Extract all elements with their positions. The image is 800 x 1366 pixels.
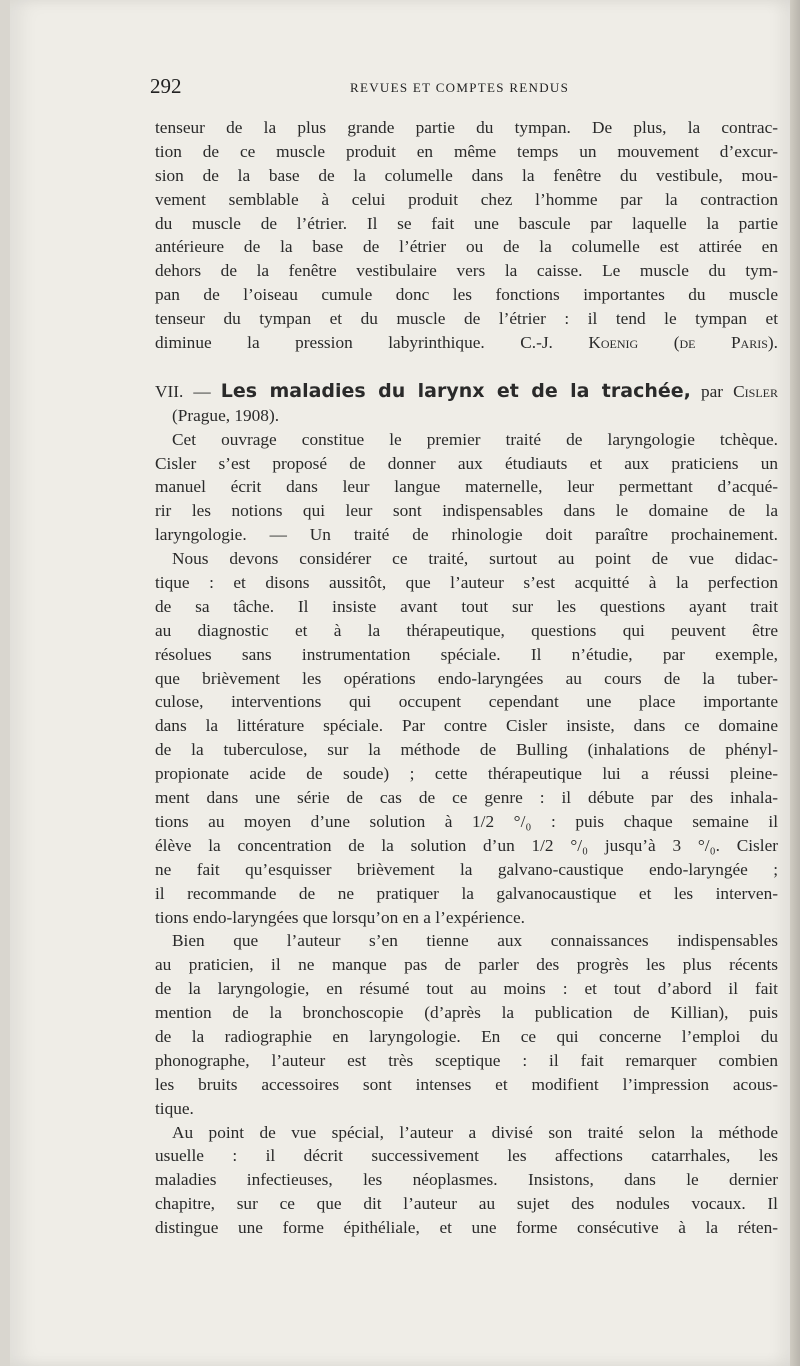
section-author: Cisler (733, 381, 778, 401)
text-line: tique : et disons aussitôt, que l’auteur s’est acquitté à la perfection (155, 573, 778, 593)
text-line: résolues sans instrumentation spéciale. Il n’étudie, par exemple, (155, 644, 778, 664)
text-line: de la laryngologie, en résumé tout au moins : et tout d’abord il fait (155, 979, 778, 999)
text-line: Cet ouvrage constitue le premier traité de laryngologie tchèque. (172, 429, 778, 449)
text-line: de sa tâche. Il insiste avant tout sur les questions ayant trait (155, 596, 778, 616)
text-line-with-signature (155, 331, 778, 355)
text-line: pan de l’oiseau cumule donc les fonctions importantes du muscle (155, 285, 778, 305)
section-gap (155, 355, 778, 380)
text-line: du muscle de l’étrier. Il se fait une bascule par laquelle la partie (155, 213, 778, 233)
text-line: mention de la bronchoscopie (d’après la publication de Killian), puis (155, 1003, 778, 1023)
text-line: Au point de vue spécial, l’auteur a divisé son traité selon la méthode (172, 1122, 778, 1142)
body-text (155, 116, 778, 1240)
text-line: il recommande de ne pratiquer la galvanocaustique et les interven- (155, 883, 778, 903)
text-line: au diagnostic et à la thérapeutique, questions qui peuvent être (155, 620, 778, 640)
section-number: VII. — (155, 381, 211, 401)
text-line: ne fait qu’esquisser brièvement la galvano-caustique endo-laryngée ; (155, 859, 778, 879)
text-line: ment dans une série de cas de ce genre : il débute par des inhala- (155, 788, 778, 808)
text-line: de la tuberculose, sur la méthode de Bulling (inhalations de phényl- (155, 740, 778, 760)
page (10, 0, 790, 1366)
text-line: manuel écrit dans leur langue maternelle, leur permettant d’acqué- (155, 477, 778, 497)
page-edge (790, 0, 800, 1366)
text-line: tions endo-laryngées que lorsqu’on en a l’expérience. (155, 907, 525, 927)
text-line: tion de ce muscle produit en même temps un mouvement d’excur- (155, 141, 778, 161)
text-line: au praticien, il ne manque pas de parler des progrès les plus récents (155, 955, 778, 975)
section-by: par (700, 381, 724, 401)
section-heading (155, 380, 778, 404)
text-line: culose, interventions qui occupent cependant une place importante (155, 692, 778, 712)
text-line: sion de la base de la columelle dans la fenêtre du vestibule, mou- (155, 165, 778, 185)
text-line: maladies infectieuses, les néoplasmes. Insistons, dans le dernier (155, 1170, 778, 1190)
text-line: que brièvement les opérations endo-laryngées au cours de la tuber- (155, 668, 778, 688)
text-fragment: diminue la pression labyrinthique. (155, 333, 485, 353)
running-head: REVUES ET COMPTES RENDUS (350, 80, 570, 95)
text-line: tenseur de la plus grande partie du tympan. De plus, la contrac- (155, 118, 778, 137)
text-line: laryngologie. — Un traité de rhinologie doit paraître prochainement. (155, 525, 778, 545)
text-line: tique. (155, 1098, 194, 1118)
text-line: Nous devons considérer ce traité, surtout au point de vue didac- (172, 549, 778, 569)
text-line: Bien que l’auteur s’en tienne aux connaissances indispensables (172, 931, 778, 951)
text-line: antérieure de la base de l’étrier ou de la columelle est attirée en (155, 237, 778, 257)
page-number: 292 (150, 74, 182, 98)
text-line: les bruits accessoires sont intenses et modifient l’impression acous- (155, 1074, 778, 1094)
text-line: dans la littérature spéciale. Par contre Cisler insiste, dans ce domaine (155, 716, 778, 736)
page-header (150, 72, 770, 102)
text-line: dehors de la fenêtre vestibulaire vers la caisse. Le muscle du tym- (155, 261, 778, 281)
text-line: propionate acide de soude) ; cette thérapeutique lui a réussi pleine- (155, 764, 778, 784)
text-line: usuelle : il décrit successivement les affections catarrhales, les (155, 1146, 778, 1166)
text-line: rir les notions qui leur sont indispensables dans le domaine de la (155, 501, 778, 521)
text-line: tions au moyen d’une solution à 1/2 °/₀ : puis chaque semaine il (155, 811, 778, 831)
signature: C.-J. Koenig (de Paris). (520, 333, 778, 353)
text-line: tenseur du tympan et du muscle de l’étrier : il tend le tympan et (155, 309, 778, 329)
text-line: élève la concentration de la solution d’un 1/2 °/₀ jusqu’à 3 °/₀. Cisler (155, 835, 778, 855)
text-line: chapitre, sur ce que dit l’auteur au sujet des nodules vocaux. Il (155, 1194, 778, 1214)
text-line: vement semblable à celui produit chez l’homme par la contraction (155, 189, 778, 209)
text-line: de la radiographie en laryngologie. En ce qui concerne l’emploi du (155, 1026, 778, 1046)
text-line: Cisler s’est proposé de donner aux étudiauts et aux praticiens un (155, 453, 778, 473)
section-meta: (Prague, 1908). (172, 405, 280, 425)
text-line: distingue une forme épithéliale, et une forme consécutive à la réten- (155, 1218, 778, 1238)
text-line: phonographe, l’auteur est très sceptique : il fait remarquer combien (155, 1050, 778, 1070)
section-title: Les maladies du larynx et de la trachée, (220, 379, 691, 402)
